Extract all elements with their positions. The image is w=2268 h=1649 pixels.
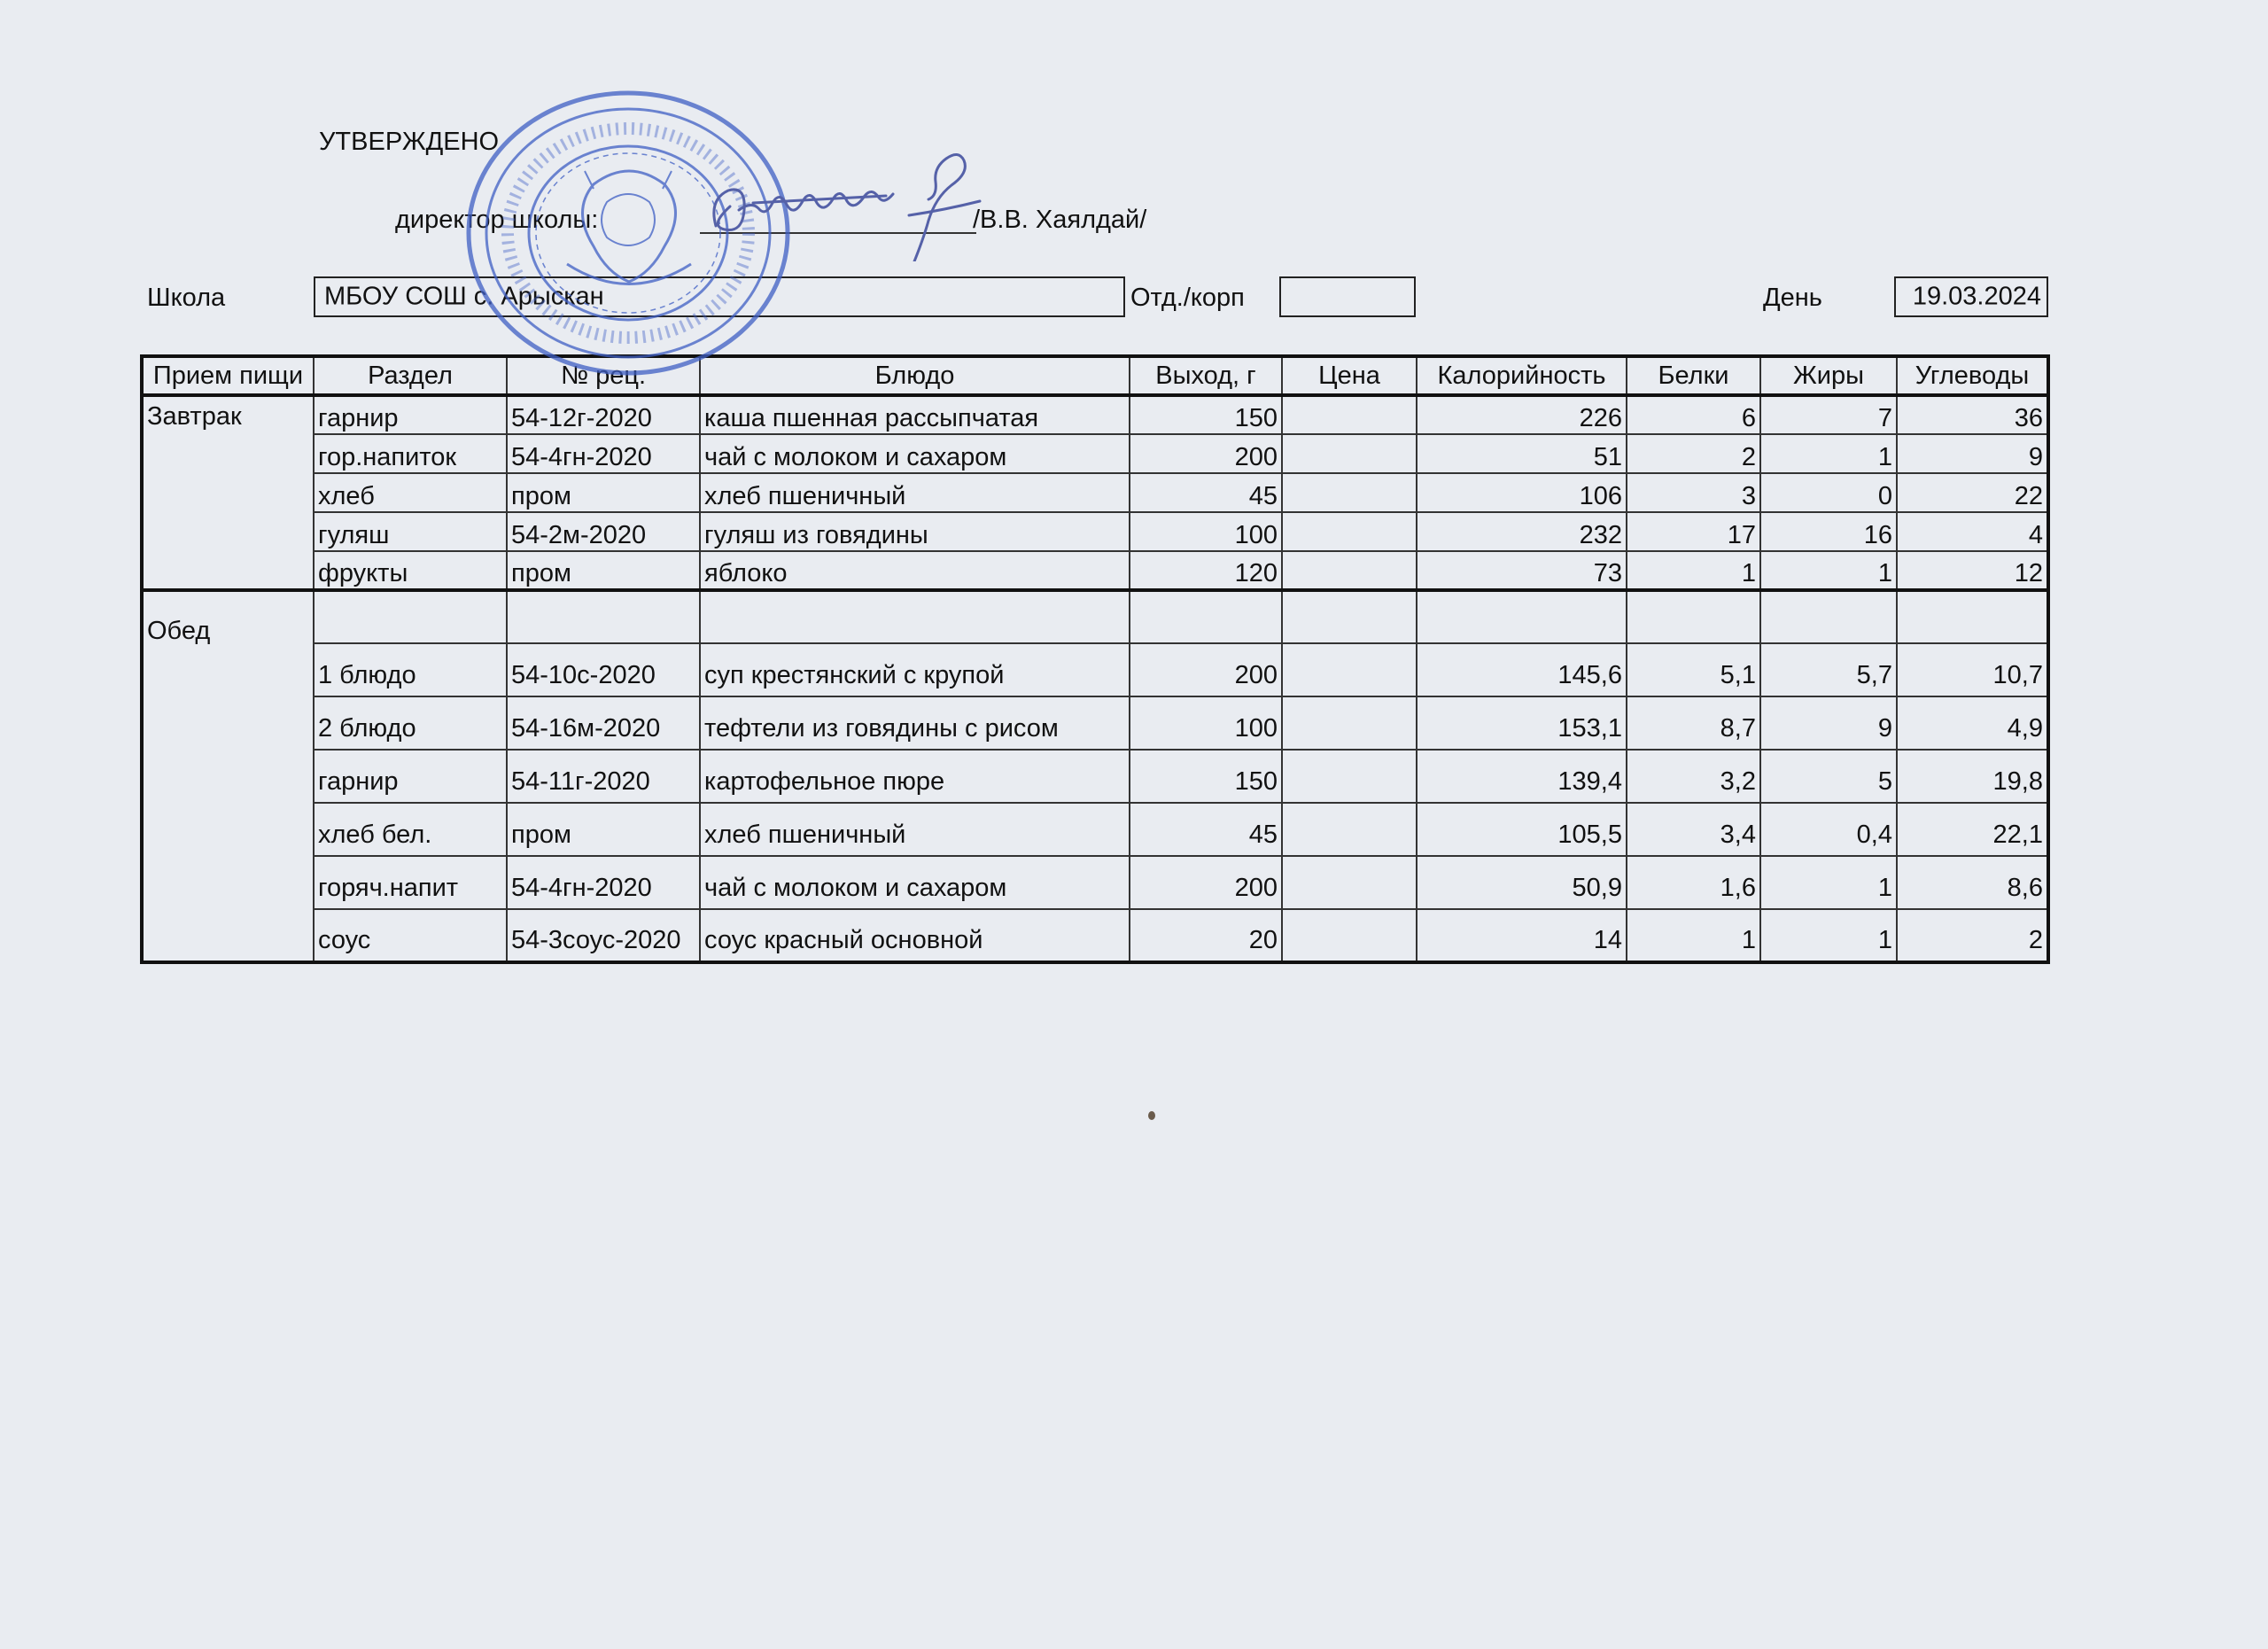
meal-cell-lunch: Обед bbox=[142, 590, 314, 962]
cell-calories: 106 bbox=[1417, 473, 1627, 512]
cell-carbs: 19,8 bbox=[1897, 750, 2048, 803]
table-row bbox=[142, 395, 2048, 434]
cell-protein: 1,6 bbox=[1627, 856, 1760, 909]
cell-calories: 105,5 bbox=[1417, 803, 1627, 856]
table-row bbox=[142, 473, 2048, 512]
cell-carbs: 8,6 bbox=[1897, 856, 2048, 909]
cell-fat: 1 bbox=[1760, 434, 1897, 473]
cell-protein: 17 bbox=[1627, 512, 1760, 551]
cell-price bbox=[1282, 395, 1417, 434]
table-row bbox=[142, 590, 2048, 643]
cell-recipe: 54-4гн-2020 bbox=[507, 856, 700, 909]
cell-section: горяч.напит bbox=[314, 856, 507, 909]
cell-dish bbox=[700, 590, 1130, 643]
cell-yield: 150 bbox=[1130, 750, 1282, 803]
cell-dish: хлеб пшеничный bbox=[700, 473, 1130, 512]
table-row bbox=[142, 909, 2048, 962]
cell-protein: 3 bbox=[1627, 473, 1760, 512]
cell-fat: 1 bbox=[1760, 909, 1897, 962]
cell-calories: 139,4 bbox=[1417, 750, 1627, 803]
cell-dish: чай с молоком и сахаром bbox=[700, 856, 1130, 909]
cell-fat: 1 bbox=[1760, 856, 1897, 909]
handwritten-signature-icon bbox=[700, 146, 1001, 261]
approved-heading: УТВЕРЖДЕНО bbox=[319, 128, 500, 156]
cell-section: соус bbox=[314, 909, 507, 962]
director-name: /В.В. Хаялдай/ bbox=[973, 206, 1147, 234]
cell-calories: 50,9 bbox=[1417, 856, 1627, 909]
cell-section: гарнир bbox=[314, 395, 507, 434]
cell-recipe: 54-3соус-2020 bbox=[507, 909, 700, 962]
cell-section bbox=[314, 590, 507, 643]
cell-yield: 100 bbox=[1130, 512, 1282, 551]
cell-dish: чай с молоком и сахаром bbox=[700, 434, 1130, 473]
cell-carbs: 2 bbox=[1897, 909, 2048, 962]
cell-yield: 200 bbox=[1130, 643, 1282, 696]
cell-section: хлеб бел. bbox=[314, 803, 507, 856]
column-header: Прием пищи bbox=[142, 356, 314, 395]
cell-dish: соус красный основной bbox=[700, 909, 1130, 962]
cell-price bbox=[1282, 434, 1417, 473]
cell-section: 2 блюдо bbox=[314, 696, 507, 750]
cell-calories: 73 bbox=[1417, 551, 1627, 590]
cell-price bbox=[1282, 856, 1417, 909]
cell-yield: 45 bbox=[1130, 473, 1282, 512]
cell-calories: 226 bbox=[1417, 395, 1627, 434]
cell-price bbox=[1282, 803, 1417, 856]
table-row bbox=[142, 512, 2048, 551]
menu-table bbox=[140, 354, 2050, 964]
day-label: День bbox=[1763, 284, 1822, 312]
cell-price bbox=[1282, 590, 1417, 643]
cell-calories bbox=[1417, 590, 1627, 643]
cell-calories: 51 bbox=[1417, 434, 1627, 473]
cell-yield bbox=[1130, 590, 1282, 643]
column-header: Белки bbox=[1627, 356, 1760, 395]
cell-section: гарнир bbox=[314, 750, 507, 803]
cell-carbs: 10,7 bbox=[1897, 643, 2048, 696]
cell-section: 1 блюдо bbox=[314, 643, 507, 696]
cell-yield: 100 bbox=[1130, 696, 1282, 750]
cell-dish: тефтели из говядины с рисом bbox=[700, 696, 1130, 750]
cell-carbs: 22,1 bbox=[1897, 803, 2048, 856]
cell-recipe: 54-2м-2020 bbox=[507, 512, 700, 551]
cell-dish: картофельное пюре bbox=[700, 750, 1130, 803]
cell-carbs: 9 bbox=[1897, 434, 2048, 473]
cell-recipe: пром bbox=[507, 803, 700, 856]
cell-calories: 153,1 bbox=[1417, 696, 1627, 750]
cell-protein: 1 bbox=[1627, 551, 1760, 590]
table-header-row bbox=[142, 356, 2048, 395]
cell-dish: хлеб пшеничный bbox=[700, 803, 1130, 856]
column-header: Блюдо bbox=[700, 356, 1130, 395]
cell-section: гуляш bbox=[314, 512, 507, 551]
cell-fat: 5,7 bbox=[1760, 643, 1897, 696]
cell-fat: 9 bbox=[1760, 696, 1897, 750]
cell-yield: 150 bbox=[1130, 395, 1282, 434]
cell-dish: каша пшенная рассыпчатая bbox=[700, 395, 1130, 434]
cell-fat: 7 bbox=[1760, 395, 1897, 434]
table-row bbox=[142, 856, 2048, 909]
cell-recipe: 54-4гн-2020 bbox=[507, 434, 700, 473]
cell-carbs: 12 bbox=[1897, 551, 2048, 590]
cell-section: гор.напиток bbox=[314, 434, 507, 473]
cell-recipe: 54-16м-2020 bbox=[507, 696, 700, 750]
dept-label: Отд./корп bbox=[1130, 284, 1245, 312]
meal-cell-breakfast: Завтрак bbox=[142, 395, 314, 590]
cell-protein: 3,2 bbox=[1627, 750, 1760, 803]
school-label: Школа bbox=[147, 284, 226, 312]
cell-protein: 2 bbox=[1627, 434, 1760, 473]
dept-field bbox=[1279, 276, 1416, 317]
director-label: директор школы: bbox=[395, 206, 599, 234]
table-row bbox=[142, 551, 2048, 590]
cell-price bbox=[1282, 512, 1417, 551]
cell-recipe bbox=[507, 590, 700, 643]
cell-protein: 1 bbox=[1627, 909, 1760, 962]
column-header: Выход, г bbox=[1130, 356, 1282, 395]
cell-yield: 45 bbox=[1130, 803, 1282, 856]
cell-protein: 8,7 bbox=[1627, 696, 1760, 750]
column-header: Углеводы bbox=[1897, 356, 2048, 395]
table-row bbox=[142, 643, 2048, 696]
cell-section: хлеб bbox=[314, 473, 507, 512]
day-field bbox=[1894, 276, 2048, 317]
column-header: Жиры bbox=[1760, 356, 1897, 395]
cell-fat: 0,4 bbox=[1760, 803, 1897, 856]
cell-protein: 6 bbox=[1627, 395, 1760, 434]
cell-carbs: 22 bbox=[1897, 473, 2048, 512]
cell-yield: 200 bbox=[1130, 434, 1282, 473]
cell-fat: 5 bbox=[1760, 750, 1897, 803]
cell-calories: 14 bbox=[1417, 909, 1627, 962]
cell-fat bbox=[1760, 590, 1897, 643]
cell-price bbox=[1282, 473, 1417, 512]
table-row bbox=[142, 750, 2048, 803]
cell-dish: гуляш из говядины bbox=[700, 512, 1130, 551]
day-value: 19.03.2024 bbox=[1912, 282, 2041, 311]
cell-price bbox=[1282, 696, 1417, 750]
column-header: Раздел bbox=[314, 356, 507, 395]
cell-carbs: 4 bbox=[1897, 512, 2048, 551]
cell-recipe: пром bbox=[507, 473, 700, 512]
cell-carbs: 36 bbox=[1897, 395, 2048, 434]
cell-carbs bbox=[1897, 590, 2048, 643]
cell-yield: 200 bbox=[1130, 856, 1282, 909]
cell-protein: 3,4 bbox=[1627, 803, 1760, 856]
cell-fat: 16 bbox=[1760, 512, 1897, 551]
cell-price bbox=[1282, 551, 1417, 590]
cell-dish: суп крестянский с крупой bbox=[700, 643, 1130, 696]
cell-yield: 120 bbox=[1130, 551, 1282, 590]
table-row bbox=[142, 696, 2048, 750]
cell-fat: 0 bbox=[1760, 473, 1897, 512]
cell-carbs: 4,9 bbox=[1897, 696, 2048, 750]
cell-protein bbox=[1627, 590, 1760, 643]
column-header: № рец. bbox=[507, 356, 700, 395]
cell-protein: 5,1 bbox=[1627, 643, 1760, 696]
cell-recipe: 54-10с-2020 bbox=[507, 643, 700, 696]
paper-speck bbox=[1148, 1111, 1155, 1120]
cell-section: фрукты bbox=[314, 551, 507, 590]
school-value: МБОУ СОШ с. Арыскан bbox=[324, 282, 604, 311]
cell-calories: 145,6 bbox=[1417, 643, 1627, 696]
cell-dish: яблоко bbox=[700, 551, 1130, 590]
cell-recipe: 54-12г-2020 bbox=[507, 395, 700, 434]
column-header: Калорийность bbox=[1417, 356, 1627, 395]
cell-price bbox=[1282, 909, 1417, 962]
table-row bbox=[142, 803, 2048, 856]
table-row bbox=[142, 434, 2048, 473]
cell-yield: 20 bbox=[1130, 909, 1282, 962]
cell-recipe: пром bbox=[507, 551, 700, 590]
cell-calories: 232 bbox=[1417, 512, 1627, 551]
column-header: Цена bbox=[1282, 356, 1417, 395]
cell-price bbox=[1282, 750, 1417, 803]
cell-fat: 1 bbox=[1760, 551, 1897, 590]
cell-recipe: 54-11г-2020 bbox=[507, 750, 700, 803]
cell-price bbox=[1282, 643, 1417, 696]
